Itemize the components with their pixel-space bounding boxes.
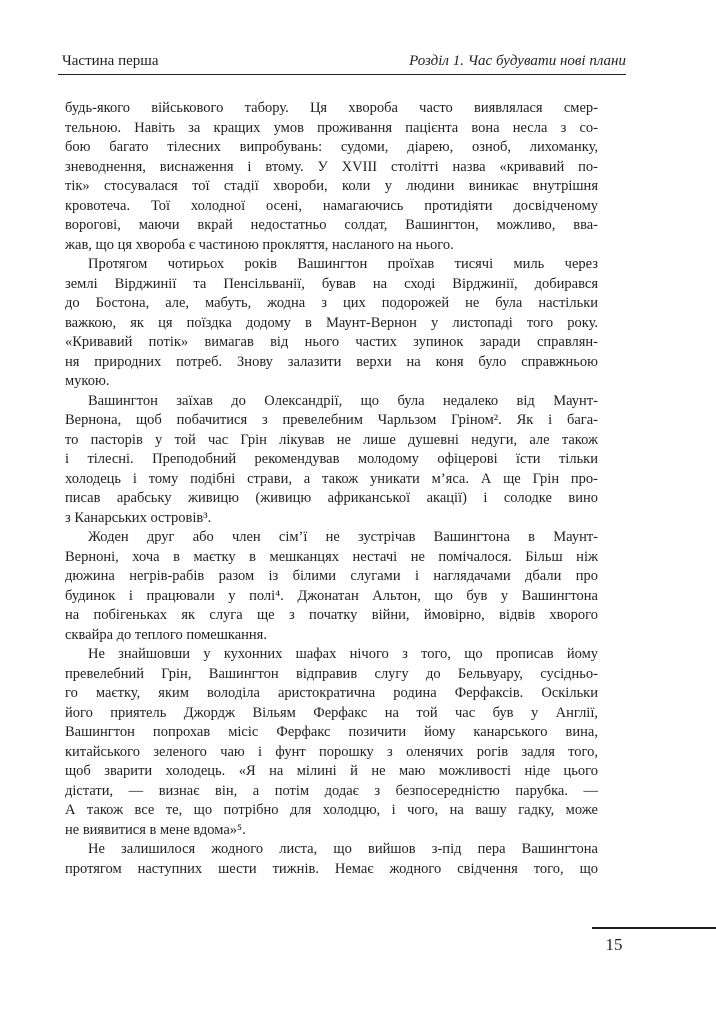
text-line: протягом наступних шести тижнів. Немає жодного свідчення того, що	[65, 860, 598, 877]
text-line: мукою.	[65, 373, 110, 389]
text-line: тельною. Навіть за кращих умов проживання пацієнта вона несла з со-	[65, 119, 598, 136]
text-line: превелебний Грін, Вашингтон відправив слугу до Бельвуару, сусідньо-	[65, 665, 598, 682]
page-number: 15	[605, 935, 623, 954]
text-line: китайського зеленого чаю і фунт порошку з оленячих рогів задля того,	[65, 743, 598, 760]
text-line: Вернона, щоб побачитися з превелебним Чарльзом Гріном². Як і бага-	[65, 412, 598, 428]
text-line: сквайра до теплого помешкання.	[65, 626, 267, 643]
text-line: будинок і працювали у полі⁴. Джонатан Альтон, що був у Вашингтона	[65, 587, 598, 604]
paragraph	[65, 255, 598, 392]
text-line: го маєтку, яким володіла аристократична родина Ферфаксів. Оскільки	[65, 685, 598, 701]
text-line: Не знайшовши у кухонних шафах нічого з того, що прописав йому	[88, 646, 598, 662]
paragraph	[65, 840, 598, 879]
text-line: то пасторів у той час Грін лікував не лише душевні недуги, але також	[65, 431, 598, 448]
text-line: писав арабську живицю (живицю африканської акації) і солодке вино	[65, 490, 598, 506]
text-line: холодець і тому подібні страви, а також уникати м’яса. А ще Грін про-	[65, 470, 598, 487]
text-line: Не залишилося жодного листа, що вийшов з-під пера Вашингтона	[88, 841, 598, 857]
paragraph	[65, 99, 598, 255]
text-line: Жоден друг або член сім’ї не зустрічав Вашингтона в Маунт-	[88, 529, 598, 545]
text-line: Верноні, хоча в маєтку в мешканцях нестачі не помічалося. Більш ніж	[65, 548, 598, 565]
text-line: на побігеньках як слуга ще з початку війни, ймовірно, відвів хворого	[65, 607, 598, 623]
running-head-right: Розділ 1. Час будувати нові плани	[409, 53, 626, 69]
page-body	[65, 99, 598, 879]
text-line: Протягом чотирьох років Вашингтон проїхав тисячі миль через	[88, 256, 598, 272]
text-line: ня природних потреб. Знову залазити верхи на коня було справжньою	[65, 353, 598, 370]
text-line: бою багато тілесних випробувань: судоми, діарею, озноб, лихоманку,	[65, 139, 598, 155]
text-line: зневоднення, виснаження і втому. У XVIII столітті назва «кривавий по-	[65, 158, 598, 175]
text-line: А також все те, що потрібно для холодцю, і чого, на вашу гадку, може	[65, 802, 598, 818]
text-line: його приятель Джордж Вільям Ферфакс на той час був у Англії,	[65, 704, 598, 721]
text-line: з Канарських островів³.	[65, 509, 212, 526]
page-header	[58, 52, 626, 75]
text-line: і тілесні. Преподобний рекомендував молодому офіцерові їсти тільки	[65, 451, 598, 467]
text-line: щоб зварити холодець. «Я на мілині й не маю можливості ніде цього	[65, 763, 598, 779]
paragraph	[65, 528, 598, 645]
text-line: ворогові, маючи вкрай недостатньо солдат, Вашингтон, можливо, вва-	[65, 217, 598, 233]
text-line: будь-якого військового табору. Ця хвороба часто виявлялася смер-	[65, 100, 598, 116]
text-line: дістати, — визнає він, а потім додає з безпосередністю парубка. —	[65, 782, 598, 799]
text-line: дюжина негрів-рабів разом із білими слугами і наглядачами дбали про	[65, 568, 598, 584]
folio-rule	[592, 927, 716, 929]
text-line: жав, що ця хвороба є частиною прокляття, насланого на нього.	[65, 236, 454, 253]
text-line: важкою, як ця поїздка додому в Маунт-Вернон у листопаді того року.	[65, 314, 598, 331]
text-line: тік» стосувалася тої стадії хвороби, коли у людини виникає внутрішня	[65, 178, 598, 194]
text-line: землі Вірджинії та Пенсільванії, бував на сході Вірджинії, добирався	[65, 275, 598, 292]
text-line: кровотеча. Тої холодної осені, намагаючись протидіяти досвідченому	[65, 197, 598, 214]
running-head-left: Частина перша	[62, 53, 159, 69]
text-line: до Бостона, але, мабуть, жодна з цих подорожей не була настільки	[65, 295, 598, 311]
text-line: Вашингтон заїхав до Олександрії, що була недалеко від Маунт-	[88, 392, 598, 409]
text-line: не виявитися в мене вдома»⁵.	[65, 821, 246, 838]
paragraph	[65, 645, 598, 840]
text-line: «Кривавий потік» вимагав від нього частих зупинок заради справлян-	[65, 334, 598, 350]
paragraph	[65, 392, 598, 529]
text-line: Вашингтон попрохав місіс Ферфакс позичити йому канарського вина,	[65, 724, 598, 740]
